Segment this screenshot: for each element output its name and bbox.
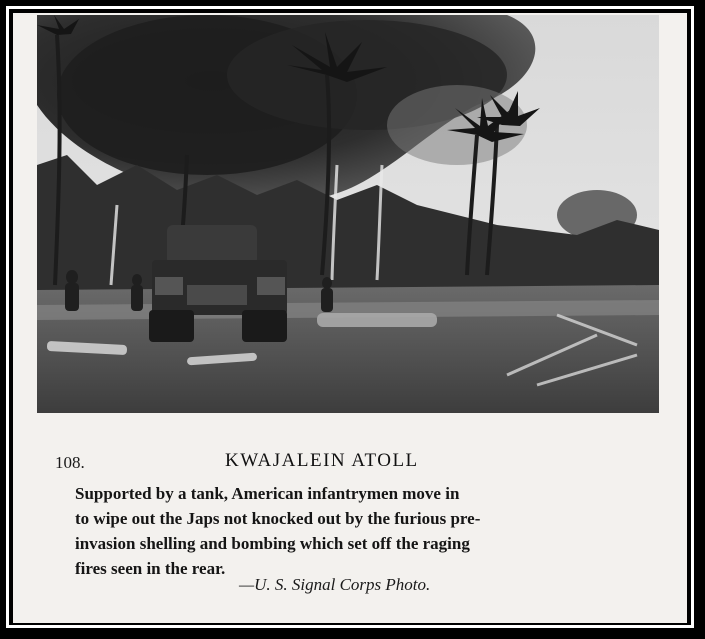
caption-text — [75, 481, 635, 581]
photo-credit: —U. S. Signal Corps Photo. — [239, 575, 431, 594]
caption-line: fires seen in the rear. — [75, 559, 226, 578]
caption-line: to wipe out the Japs not knocked out by the furious pre- — [75, 509, 481, 528]
photo-number: 108. — [55, 453, 85, 472]
page — [13, 13, 687, 623]
war-photo — [37, 15, 659, 413]
photo-title: KWAJALEIN ATOLL — [225, 450, 419, 471]
caption-line: invasion shelling and bombing which set off the raging — [75, 534, 470, 553]
caption-line: Supported by a tank, American infantrymen move in — [75, 484, 460, 503]
